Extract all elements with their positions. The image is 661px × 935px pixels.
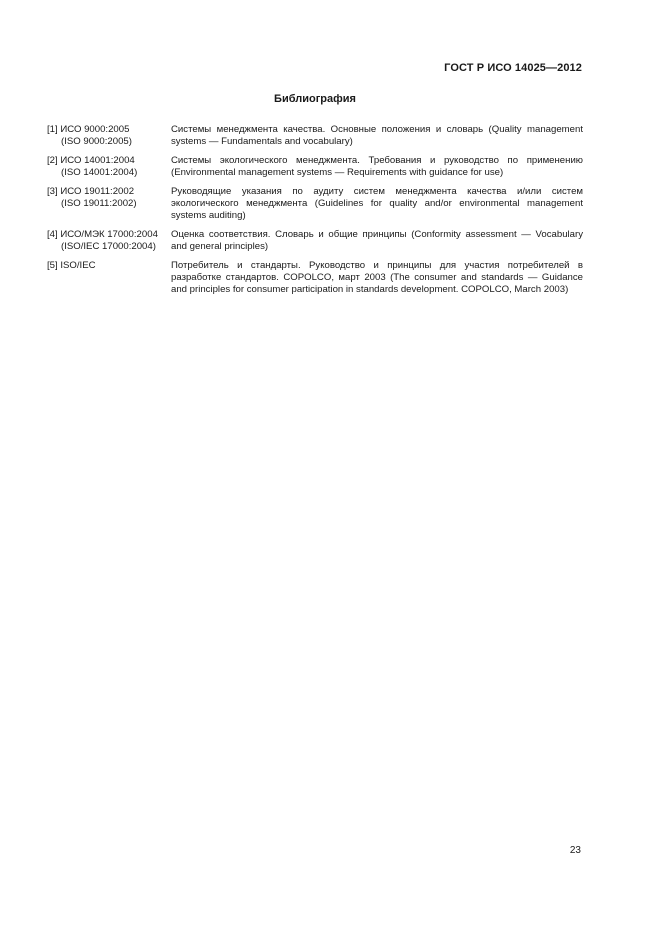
reference-number: [4] ИСО/МЭК 17000:2004 — [47, 228, 158, 240]
reference-number: [3] ИСО 19011:2002 — [47, 185, 135, 197]
reference-number: [5] ISO/IEC — [47, 259, 96, 271]
bibliography-entry — [47, 186, 583, 223]
reference-international: (ISO 14001:2004) — [61, 167, 138, 179]
entry-reference — [47, 124, 171, 148]
bibliography-entry — [47, 260, 583, 297]
reference-number: [2] ИСО 14001:2004 — [47, 154, 135, 166]
entry-description: Потребитель и стандарты. Руководство и принципы для участия потребителей в разработке стандартов. COPOLCO, март 2003 (The consumer and standards — Guidance and principles for consumer participation in standards development. COPOLCO, March 2003) — [171, 259, 583, 296]
document-header: ГОСТ Р ИСО 14025—2012 — [444, 62, 582, 74]
entry-description: Руководящие указания по аудиту систем менеджмента качества и/или систем экологического менеджмента (Guidelines for quality and/or environmental management systems auditing) — [171, 185, 583, 222]
bibliography-list — [47, 124, 583, 303]
reference-number: [1] ИСО 9000:2005 — [47, 124, 130, 135]
bibliography-title: Библиография — [274, 93, 356, 105]
entry-reference — [47, 260, 171, 297]
page-number: 23 — [569, 845, 581, 856]
entry-description: Системы экологического менеджмента. Требования и руководство по применению (Environmental management systems — Requirements with guidance for use) — [171, 154, 583, 179]
entry-reference — [47, 155, 171, 179]
bibliography-entry — [47, 229, 583, 253]
entry-reference — [47, 229, 171, 253]
bibliography-entry — [47, 155, 583, 179]
entry-description: Системы менеджмента качества. Основные положения и словарь (Quality management systems — Fundamentals and vocabulary) — [171, 124, 583, 148]
entry-description: Оценка соответствия. Словарь и общие принципы (Conformity assessment — Vocabulary and general principles) — [171, 228, 583, 253]
reference-international: (ISO/IEC 17000:2004) — [61, 241, 156, 253]
reference-international: (ISO 9000:2005) — [61, 136, 132, 148]
bibliography-entry — [47, 124, 583, 148]
reference-international: (ISO 19011:2002) — [61, 198, 137, 210]
entry-reference — [47, 186, 171, 223]
